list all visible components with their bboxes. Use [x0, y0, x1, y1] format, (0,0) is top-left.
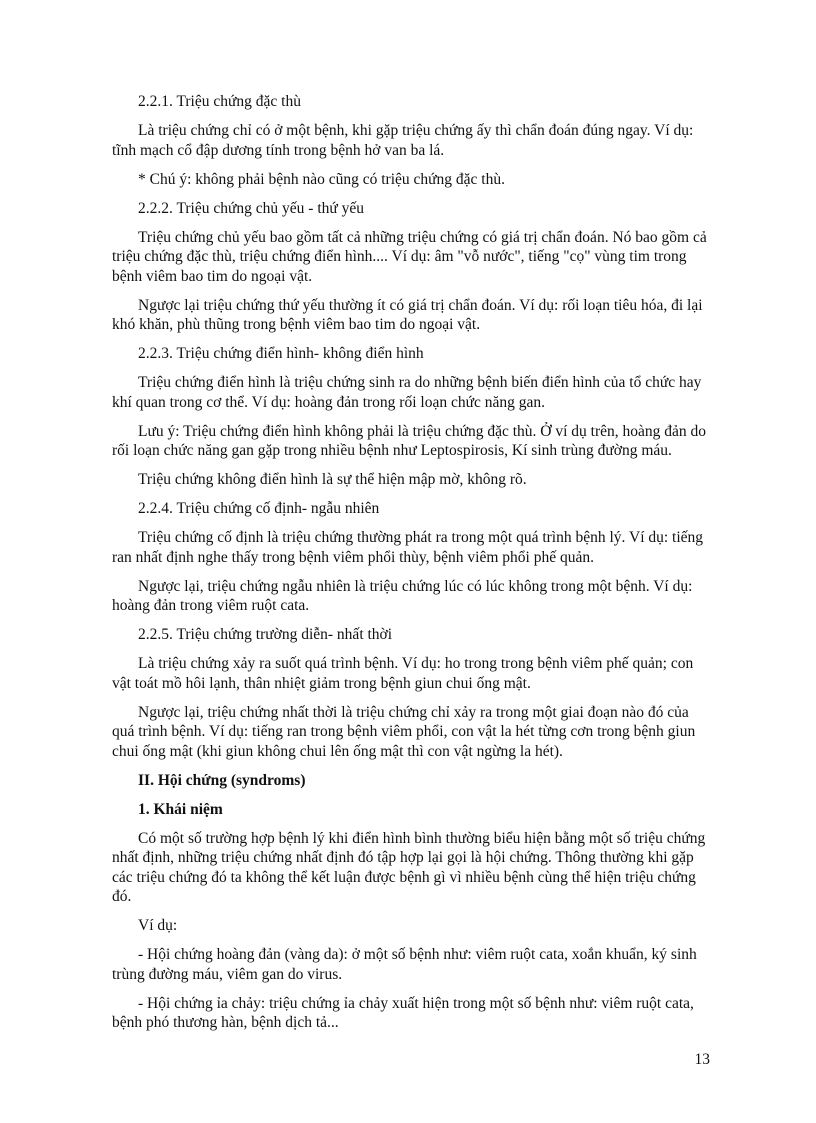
heading-2-2-3: 2.2.3. Triệu chứng điển hình- không điển hình — [138, 345, 424, 362]
paragraph: Là triệu chứng xảy ra suốt quá trình bệnh. Ví dụ: ho trong trong bệnh viêm phế quản; con vật toát mồ hôi lạnh, thân nhiệt giảm trong bệnh giun chui ống mật. — [112, 655, 694, 692]
heading-2-2-1: 2.2.1. Triệu chứng đặc thù — [138, 93, 301, 110]
subsection-heading-1: 1. Khái niệm — [138, 800, 223, 818]
paragraph: Triệu chứng chủ yếu bao gồm tất cả những triệu chứng có giá trị chẩn đoán. Nó bao gồm cả triệu chứng đặc thù, triệu chứng điển hình.... Ví dụ: âm "vỗ nước", tiếng "cọ" vùng tim trong bệnh viêm bao tim do ngoại vật. — [112, 228, 707, 285]
paragraph: Lưu ý: Triệu chứng điển hình không phải là triệu chứng đặc thù. Ở ví dụ trên, hoàng đản do rối loạn chức năng gan gặp trong nhiều bệnh như Leptospirosis, Kí sinh trùng đường máu. — [112, 422, 707, 459]
example-label: Ví dụ: — [138, 917, 178, 934]
paragraph: Triệu chứng cố định là triệu chứng thường phát ra trong một quá trình bệnh lý. Ví dụ: tiếng ran nhất định nghe thấy trong bệnh viêm phổi thùy, bệnh viêm phổi phế quản. — [112, 529, 704, 566]
page-body — [112, 92, 710, 1042]
paragraph: Có một số trường hợp bệnh lý khi điển hình bình thường biểu hiện bằng một số triệu chứng nhất định, những triệu chứng nhất định đó tập hợp lại gọi là hội chứng. Thông thường khi gặp các triệu chứng đó ta không thể kết luận được bệnh gì vì nhiều bệnh cùng thể hiện triệu chứng đó. — [112, 829, 706, 905]
paragraph: Ngược lại, triệu chứng nhất thời là triệu chứng chỉ xảy ra trong một giai đoạn nào đó của quá trình bệnh. Ví dụ: tiếng ran trong bệnh viêm phổi, con vật la hét từng cơn trong bệnh giun chui ống mật (khi giun không chui lên ống mật thì con vật ngừng la hét). — [112, 703, 696, 760]
section-heading-ii: II. Hội chứng (syndroms) — [138, 771, 306, 789]
paragraph: Ngược lại, triệu chứng ngẫu nhiên là triệu chứng lúc có lúc không trong một bệnh. Ví dụ: hoàng đản trong viêm ruột cata. — [112, 577, 693, 614]
paragraph: Ngược lại triệu chứng thứ yếu thường ít có giá trị chẩn đoán. Ví dụ: rối loạn tiêu hóa, đi lại khó khăn, phù thũng trong bệnh viêm bao tim do ngoại vật. — [112, 296, 703, 333]
list-item: - Hội chứng hoàng đản (vàng da): ở một số bệnh như: viêm ruột cata, xoắn khuẩn, ký sinh trùng đường máu, viêm gan do virus. — [112, 946, 697, 983]
heading-2-2-4: 2.2.4. Triệu chứng cố định- ngẫu nhiên — [138, 500, 380, 517]
page-number: 13 — [694, 1051, 710, 1068]
heading-2-2-2: 2.2.2. Triệu chứng chủ yếu - thứ yếu — [138, 199, 365, 217]
paragraph: Triệu chứng không điển hình là sự thể hiện mập mờ, không rõ. — [138, 471, 527, 488]
paragraph: Là triệu chứng chỉ có ở một bệnh, khi gặp triệu chứng ấy thì chẩn đoán đúng ngay. Ví dụ: tĩnh mạch cổ đập dương tính trong bệnh hở van ba lá. — [112, 122, 694, 159]
paragraph: Triệu chứng điển hình là triệu chứng sinh ra do những bệnh biến điển hình của tổ chức hay khí quan trong cơ thể. Ví dụ: hoàng đản trong rối loạn chức năng gan. — [112, 374, 702, 411]
note-paragraph: * Chú ý: không phải bệnh nào cũng có triệu chứng đặc thù. — [138, 170, 505, 188]
heading-2-2-5: 2.2.5. Triệu chứng trường diễn- nhất thời — [138, 626, 393, 643]
list-item: - Hội chứng ỉa chảy: triệu chứng ỉa chảy xuất hiện trong một số bệnh như: viêm ruột cata, bệnh phó thương hàn, bệnh dịch tả... — [112, 994, 694, 1031]
